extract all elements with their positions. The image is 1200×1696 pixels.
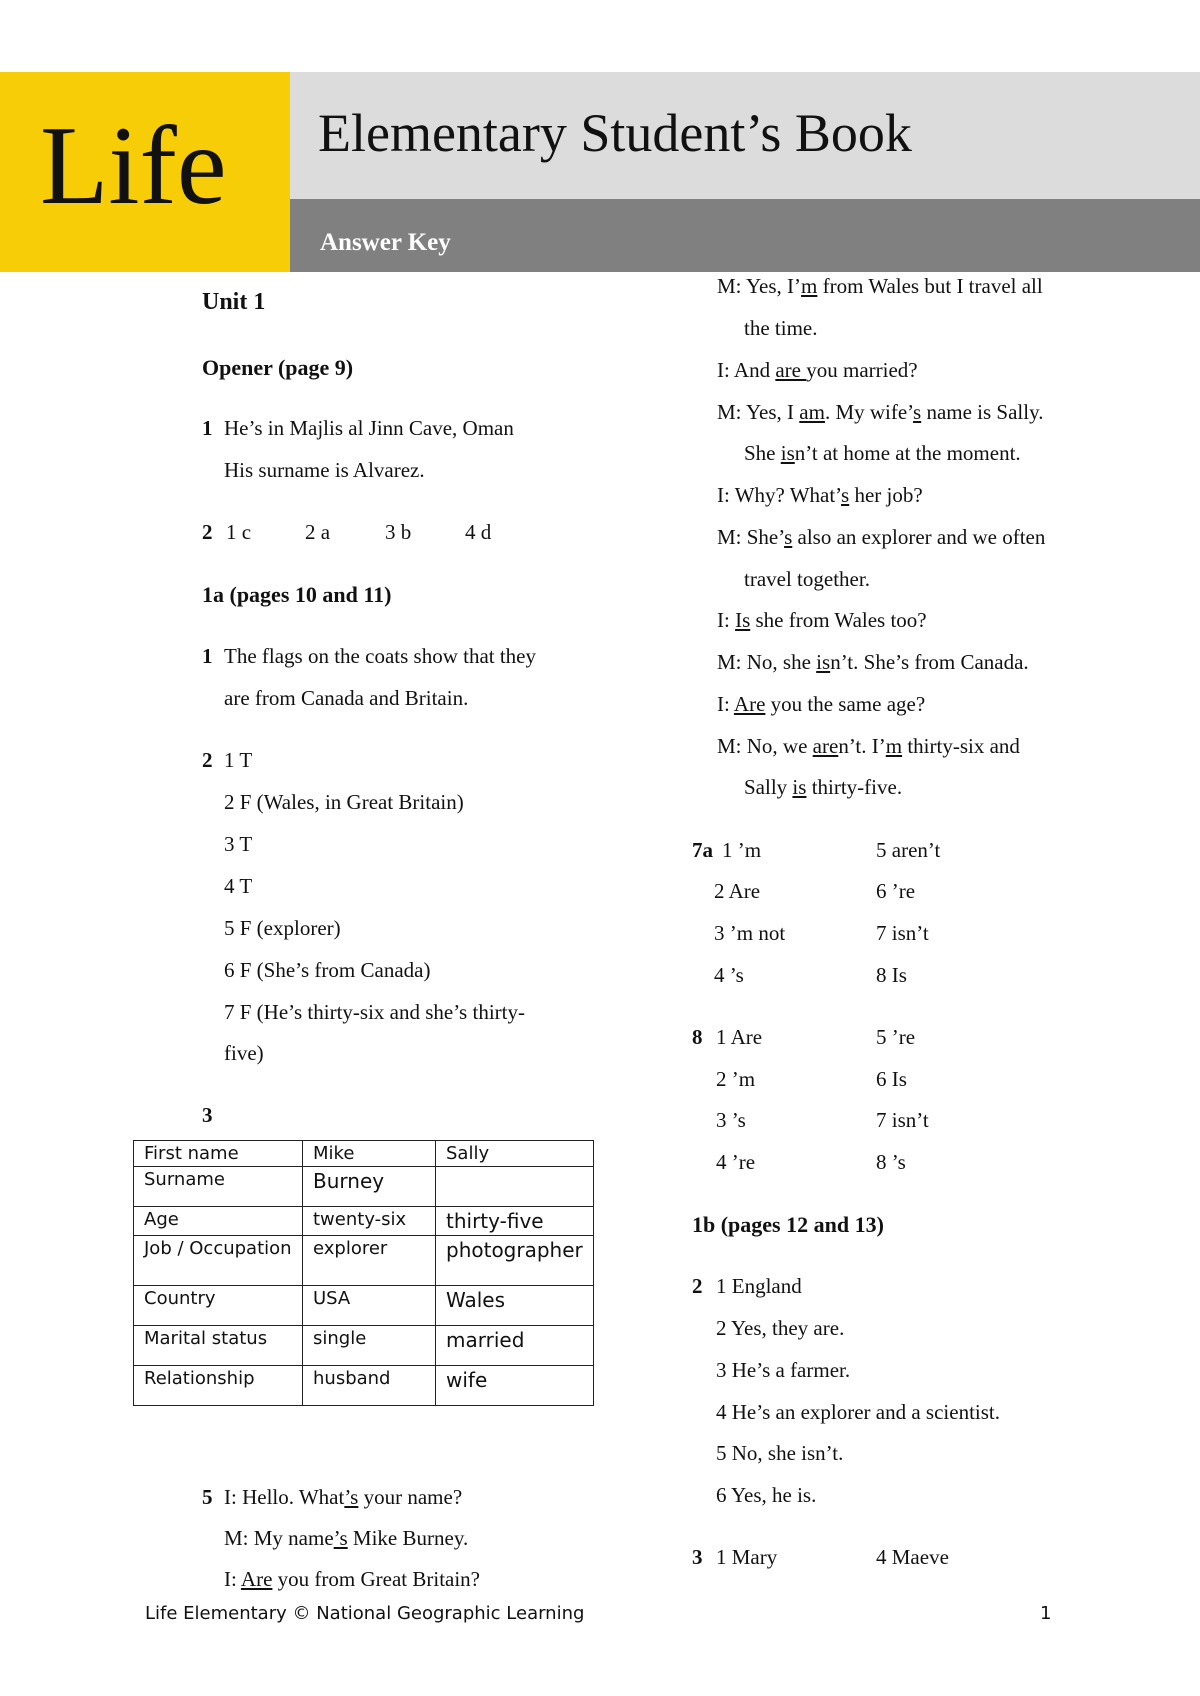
answer-item: 5 ’re	[876, 1025, 916, 1049]
table-row	[134, 1236, 594, 1286]
dialogue-text: thirty-six and	[902, 734, 1020, 758]
dialogue-text: M: Yes, I	[717, 400, 800, 424]
answer-item: 4 d	[465, 520, 492, 544]
answer-item: 5 No, she isn’t.	[716, 1441, 844, 1465]
underlined-answer: are	[775, 358, 807, 382]
table-cell: Marital status	[134, 1326, 303, 1366]
table-cell: Burney	[303, 1167, 436, 1207]
dialogue-text: I: And	[717, 358, 776, 382]
underlined-answer: m	[885, 734, 903, 758]
dialogue-text: . My wife’	[824, 400, 914, 424]
underlined-answer: ’s	[333, 1526, 348, 1550]
book-title: Elementary Student’s Book	[318, 103, 912, 163]
answer-item: 6 ’re	[876, 879, 916, 903]
answer-item: 5 F (explorer)	[224, 916, 341, 940]
dialogue-text: I:	[717, 608, 736, 632]
s1a-answer-1	[202, 646, 536, 667]
dialogue-text: thirty-five.	[806, 775, 903, 799]
opener-answer-2	[202, 522, 224, 543]
underlined-answer: am	[799, 400, 825, 424]
footer-copyright: Life Elementary © National Geographic Learning	[145, 1603, 585, 1624]
answer-item: 2 Are	[714, 879, 761, 903]
answer-item: 4 T	[224, 874, 253, 898]
answer-text: He’s in Majlis al Jinn Cave, Oman	[224, 416, 514, 440]
dialogue-line	[717, 694, 925, 715]
section-1a-heading: 1a (pages 10 and 11)	[202, 582, 392, 607]
question-number: 3	[202, 1103, 213, 1127]
answer-item: 1 Mary	[716, 1545, 778, 1569]
section-1b-heading: 1b (pages 12 and 13)	[692, 1212, 884, 1237]
underlined-answer: s	[784, 525, 793, 549]
answer-item: 4 He’s an explorer and a scientist.	[716, 1400, 1000, 1424]
question-number: 2	[202, 748, 213, 772]
dialogue-text: M: She’	[717, 525, 785, 549]
answer-item: 6 F (She’s from Canada)	[224, 958, 431, 982]
underlined-answer: is	[792, 775, 807, 799]
dialogue-line	[717, 360, 918, 381]
dialogue-text: Mike Burney.	[347, 1526, 469, 1550]
facts-table	[133, 1140, 594, 1406]
dialogue-text: M: Yes, I’	[717, 274, 802, 298]
dialogue-line	[717, 652, 1029, 673]
question-number: 1	[202, 644, 213, 668]
dialogue-line: travel together.	[744, 567, 870, 591]
dialogue-text: n’t at home at the moment.	[794, 441, 1021, 465]
table-cell: Wales	[436, 1286, 594, 1326]
answer-item: 8 Is	[876, 963, 907, 987]
question-number: 5	[202, 1485, 213, 1509]
answer-item: 4 ’s	[714, 963, 744, 987]
table-cell: photographer	[436, 1236, 594, 1286]
answer-item: 7 isn’t	[876, 921, 929, 945]
answer-item: 5 aren’t	[876, 838, 941, 862]
dialogue-line	[717, 276, 1043, 297]
table-row	[134, 1141, 594, 1167]
table-cell: married	[436, 1326, 594, 1366]
opener-answer-1	[202, 418, 514, 439]
table-row	[134, 1207, 594, 1236]
answer-item: 8 ’s	[876, 1150, 906, 1174]
dialogue-line: the time.	[744, 316, 818, 340]
dialogue-line	[717, 527, 1045, 548]
table-row	[134, 1167, 594, 1207]
answer-item: 6 Is	[876, 1067, 907, 1091]
table-cell: husband	[303, 1366, 436, 1406]
underlined-answer: s	[841, 483, 850, 507]
question-number: 2	[202, 520, 213, 544]
dialogue-line	[717, 485, 923, 506]
s1a-answer-2	[202, 750, 252, 771]
table-cell: single	[303, 1326, 436, 1366]
page-number: 1	[1040, 1603, 1052, 1624]
dialogue-text: I: Hello. What	[224, 1485, 345, 1509]
table-cell: explorer	[303, 1236, 436, 1286]
table-cell: Mike	[303, 1141, 436, 1167]
dialogue-line	[717, 610, 927, 631]
answer-item: 2 F (Wales, in Great Britain)	[224, 790, 464, 814]
underlined-answer: Are	[733, 692, 766, 716]
dialogue-line	[744, 777, 902, 798]
dialogue-text: She	[744, 441, 781, 465]
dialogue-text: Sally	[744, 775, 793, 799]
underlined-answer: s	[913, 400, 922, 424]
answer-item: 1 England	[716, 1274, 802, 1298]
table-cell: Surname	[134, 1167, 303, 1207]
answer-item: 4 Maeve	[876, 1545, 949, 1569]
dialogue-text: I:	[224, 1567, 241, 1591]
logo: Life	[40, 104, 227, 228]
table-cell	[436, 1167, 594, 1207]
answer-item: 4 ’re	[716, 1150, 756, 1174]
table-cell: thirty-five	[436, 1207, 594, 1236]
answer-item: 3 b	[385, 520, 412, 544]
answer-item: 3 ’m not	[714, 921, 786, 945]
table-cell: twenty-six	[303, 1207, 436, 1236]
answer-item: 3 T	[224, 832, 253, 856]
answer-item: 1 T	[224, 748, 253, 772]
dialogue-text: name is Sally.	[921, 400, 1044, 424]
table-row	[134, 1326, 594, 1366]
dialogue-line	[224, 1569, 480, 1590]
underlined-answer: are	[812, 734, 839, 758]
dialogue-text: she from Wales too?	[750, 608, 927, 632]
table-cell: Age	[134, 1207, 303, 1236]
underlined-answer: Are	[240, 1567, 273, 1591]
question-number: 8	[692, 1025, 703, 1049]
table-cell: wife	[436, 1366, 594, 1406]
table-cell: Sally	[436, 1141, 594, 1167]
answer-item: 2 Yes, they are.	[716, 1316, 845, 1340]
dialogue-line	[717, 402, 1044, 423]
dialogue-text: M: My name	[224, 1526, 334, 1550]
dialogue-text: I: Why? What’	[717, 483, 842, 507]
dialogue-text: I:	[717, 692, 734, 716]
underlined-answer: is	[816, 650, 831, 674]
table-cell: Job / Occupation	[134, 1236, 303, 1286]
question-number: 7a	[692, 838, 713, 862]
question-number: 1	[202, 416, 213, 440]
table-cell: USA	[303, 1286, 436, 1326]
unit-heading: Unit 1	[202, 289, 266, 315]
dialogue-text: n’t. She’s from Canada.	[830, 650, 1029, 674]
answer-item: 1 c	[226, 520, 252, 544]
table-cell: Country	[134, 1286, 303, 1326]
dialogue-text: n’t. I’	[838, 734, 886, 758]
answer-text: His surname is Alvarez.	[224, 458, 425, 482]
dialogue-text: from Wales but I travel all	[817, 274, 1043, 298]
dialogue-text: her job?	[849, 483, 923, 507]
table-row	[134, 1286, 594, 1326]
dialogue-line	[224, 1528, 468, 1549]
dialogue-line	[717, 736, 1020, 757]
answer-item: 3 He’s a farmer.	[716, 1358, 851, 1382]
answer-item: 6 Yes, he is.	[716, 1483, 817, 1507]
dialogue-text: M: No, we	[717, 734, 813, 758]
answer-text: are from Canada and Britain.	[224, 686, 469, 710]
question-number: 2	[692, 1274, 703, 1298]
dialogue-text: you the same age?	[765, 692, 926, 716]
dialogue-text: also an explorer and we often	[792, 525, 1046, 549]
question-number: 3	[692, 1545, 703, 1569]
answer-item: 1 ’m	[722, 838, 762, 862]
answer-item: 2 ’m	[716, 1067, 756, 1091]
underlined-answer: Is	[735, 608, 751, 632]
answer-item: 2 a	[305, 520, 331, 544]
dialogue-text: your name?	[358, 1485, 463, 1509]
underlined-answer: is	[780, 441, 795, 465]
answer-text: The flags on the coats show that they	[224, 644, 537, 668]
table-cell: First name	[134, 1141, 303, 1167]
answer-item: 1 Are	[716, 1025, 763, 1049]
table-row	[134, 1366, 594, 1406]
dialogue-text: you from Great Britain?	[272, 1567, 481, 1591]
dialogue-text: M: No, she	[717, 650, 817, 674]
answer-item: five)	[224, 1041, 264, 1065]
opener-heading: Opener (page 9)	[202, 355, 354, 380]
underlined-answer: ’s	[344, 1485, 359, 1509]
dialogue-line	[202, 1487, 462, 1508]
dialogue-line	[744, 443, 1021, 464]
underlined-answer: m	[801, 274, 818, 298]
table-cell: Relationship	[134, 1366, 303, 1406]
subtitle: Answer Key	[320, 229, 451, 256]
answer-item: 3 ’s	[716, 1108, 746, 1132]
dialogue-text: you married?	[806, 358, 918, 382]
answer-item: 7 isn’t	[876, 1108, 929, 1132]
answer-item: 7 F (He’s thirty-six and she’s thirty-	[224, 1000, 525, 1024]
